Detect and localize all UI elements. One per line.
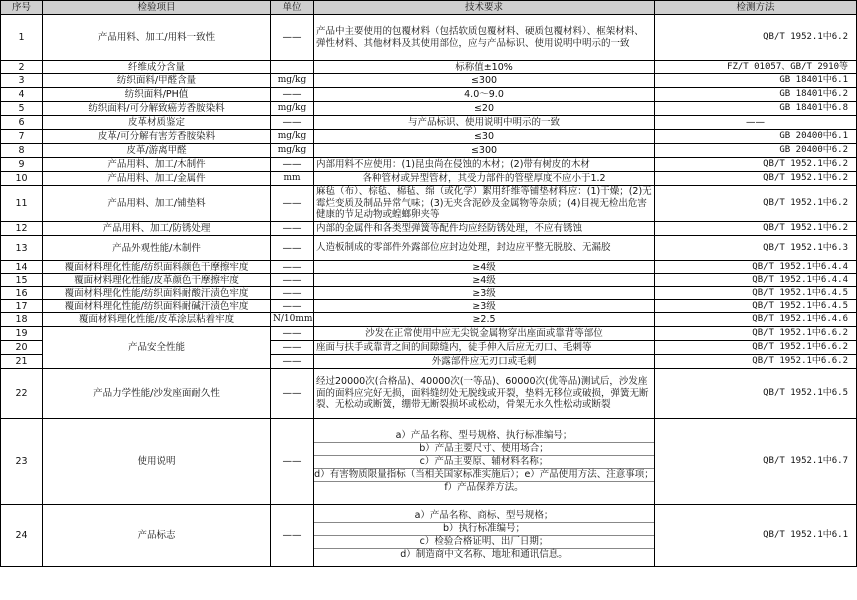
table-row [1,300,857,313]
row-item: 皮革/可分解有害芳香胺染料 [43,130,271,144]
row-unit: —— [271,369,314,419]
row-no: 3 [1,74,43,88]
row-method: QB/T 1952.1中6.2 [655,186,857,222]
row-no: 1 [1,15,43,61]
row-item: 产品力学性能/沙发座面耐久性 [43,369,271,419]
row-requirement: 内部的金属件和各类型弹簧等配件均应经防锈处理，不应有锈蚀 [314,222,655,236]
row-item: 产品用料、加工/金属件 [43,172,271,186]
row-unit: —— [271,287,314,300]
row-method: QB/T 1952.1中6.6.2 [655,341,857,355]
row-requirement: ≥2.5 [314,313,655,327]
table-row [1,130,857,144]
row-method: GB 20400中6.2 [655,144,857,158]
row-method: QB/T 1952.1中6.2 [655,172,857,186]
row-requirement: 4.0～9.0 [314,88,655,102]
row-item: 纺织面料/PH值 [43,88,271,102]
row-unit: —— [271,158,314,172]
requirement-line: a）产品名称、商标、型号规格； [314,510,654,523]
row-method: QB/T 1952.1中6.7 [655,419,857,505]
table-row [1,88,857,102]
requirement-line: f）产品保养方法。 [444,481,524,493]
row-no: 5 [1,102,43,116]
requirement-line: b）执行标准编号； [314,523,654,536]
row-no: 7 [1,130,43,144]
table-row [1,61,857,74]
row-unit: —— [271,327,314,341]
row-no: 6 [1,116,43,130]
row-item: 覆面材料理化性能/皮革涂层粘着牢度 [43,313,271,327]
row-unit: —— [271,15,314,61]
table-row [1,287,857,300]
row-requirement: 产品中主要使用的包覆材料（包括软质包覆材料、硬质包覆材料）、框架材料、弹性材料、其他材料及其使用部位，应与产品标识、使用说明中明示的一致 [314,15,655,61]
header-item: 检验项目 [43,1,271,15]
row-no: 12 [1,222,43,236]
row-method: QB/T 1952.1中6.5 [655,369,857,419]
row-requirement: 与产品标识、使用说明中明示的一致 [314,116,655,130]
row-unit: mg/kg [271,102,314,116]
row-no: 2 [1,61,43,74]
row-requirement: ≤20 [314,102,655,116]
row-method: GB 18401中6.2 [655,88,857,102]
table-row [1,327,857,341]
row-item: 覆面材料理化性能/纺织面料耐酸汗渍色牢度 [43,287,271,300]
row-item: 覆面材料理化性能/纺织面料耐碱汗渍色牢度 [43,300,271,313]
row-unit: —— [271,236,314,261]
row-item: 产品用料、加工/铺垫料 [43,186,271,222]
row-unit: —— [271,222,314,236]
row-no: 18 [1,313,43,327]
row-unit: —— [271,355,314,369]
row-requirement: ≤300 [314,144,655,158]
row-unit: mm [271,172,314,186]
row-requirement-list [314,419,655,505]
row-method: QB/T 1952.1中6.4.4 [655,261,857,274]
row-no: 19 [1,327,43,341]
row-requirement: ≥3级 [314,300,655,313]
row-item: 皮革材质鉴定 [43,116,271,130]
row-item: 产品安全性能 [43,327,271,369]
row-item: 纺织面料/可分解致癌芳香胺染料 [43,102,271,116]
row-no: 24 [1,505,43,567]
row-method: QB/T 1952.1中6.4.4 [655,274,857,287]
row-method: GB 18401中6.1 [655,74,857,88]
table-header-row [1,1,857,15]
row-requirement: ≥4级 [314,261,655,274]
row-requirement: 经过20000次(合格品)、40000次(一等品)、60000次(优等品)测试后，沙发座面的面料应完好无损，面料缝纫处无脱线或开裂，垫料无移位或破损，弹簧无断裂、无松动或断簧，绷带无断裂损坏或松动，骨架无永久性松动或断裂 [314,369,655,419]
table-row [1,369,857,419]
requirement-line: b）产品主要尺寸、使用场合； [314,443,654,456]
header-no: 序号 [1,1,43,15]
row-unit: mg/kg [271,74,314,88]
row-method: GB 18401中6.8 [655,102,857,116]
row-unit: —— [271,261,314,274]
header-requirement: 技术要求 [314,1,655,15]
table-row [1,102,857,116]
row-requirement: 标称值±10% [314,61,655,74]
row-item: 产品用料、加工/用料一致性 [43,15,271,61]
row-item: 纺织面料/甲醛含量 [43,74,271,88]
row-no: 9 [1,158,43,172]
row-no: 16 [1,287,43,300]
row-no: 13 [1,236,43,261]
requirement-line: d）制造商中文名称、地址和通讯信息。 [400,549,568,560]
table-row [1,158,857,172]
row-method: QB/T 1952.1中6.1 [655,505,857,567]
requirement-line: c）检验合格证明、出厂日期； [314,536,654,549]
table-row [1,505,857,567]
row-unit: mg/kg [271,144,314,158]
row-method: QB/T 1952.1中6.4.6 [655,313,857,327]
requirement-line: a）产品名称、型号规格、执行标准编号； [314,430,654,443]
row-requirement: ≥4级 [314,274,655,287]
row-method: QB/T 1952.1中6.3 [655,236,857,261]
row-requirement: 人造板制成的零部件外露部位应封边处理，封边应平整无脱胶、无漏胶 [314,236,655,261]
row-item: 覆面材料理化性能/皮革颜色干摩擦牢度 [43,274,271,287]
table-row [1,274,857,287]
row-item: 产品标志 [43,505,271,567]
table-row [1,419,857,505]
row-method: QB/T 1952.1中6.2 [655,158,857,172]
row-unit: —— [271,419,314,505]
row-no: 21 [1,355,43,369]
row-requirement: 麻毡（布）、棕毡、棉毡、绵（或化学）絮用纤维等铺垫材料应：(1)干燥；(2)无霉烂变质及制品异常气味；(3)无夹含泥砂及金属物等杂质；(4)目视无检出危害健康的节足动物或蝗螂卵夹等 [314,186,655,222]
row-method: QB/T 1952.1中6.4.5 [655,287,857,300]
row-item: 纤维成分含量 [43,61,271,74]
row-requirement: 沙发在正常使用中应无尖锐金属物穿出座面或靠背等部位 [314,327,655,341]
table-row [1,144,857,158]
row-no: 23 [1,419,43,505]
row-method: QB/T 1952.1中6.2 [655,15,857,61]
header-method: 检测方法 [655,1,857,15]
table-row [1,222,857,236]
row-unit [271,61,314,74]
table-row [1,261,857,274]
row-unit: —— [271,88,314,102]
row-item: 使用说明 [43,419,271,505]
row-requirement: ≤30 [314,130,655,144]
row-item: 产品用料、加工/木制件 [43,158,271,172]
row-requirement: ≤300 [314,74,655,88]
row-no: 14 [1,261,43,274]
table-row [1,74,857,88]
row-unit: —— [271,186,314,222]
row-unit: —— [271,116,314,130]
row-method: GB 20400中6.1 [655,130,857,144]
header-unit: 单位 [271,1,314,15]
row-method: QB/T 1952.1中6.6.2 [655,327,857,341]
row-no: 17 [1,300,43,313]
row-item: 产品用料、加工/防锈处理 [43,222,271,236]
row-requirement: 内部用料不应使用：(1)昆虫尚在侵蚀的木材；(2)带有树皮的木材 [314,158,655,172]
row-method: QB/T 1952.1中6.2 [655,222,857,236]
row-item: 覆面材料理化性能/纺织面料颜色干摩擦牢度 [43,261,271,274]
table-row [1,186,857,222]
row-requirement: ≥3级 [314,287,655,300]
row-no: 10 [1,172,43,186]
row-requirement: 座面与扶手或靠背之间的间隙缝内，徒手伸入后应无刃口、毛刺等 [314,341,655,355]
row-requirement-list [314,505,655,567]
row-unit: —— [271,300,314,313]
table-row [1,313,857,327]
row-unit: —— [271,274,314,287]
row-method: —— [655,116,857,130]
row-requirement: 外露部件应无刃口或毛刺 [314,355,655,369]
row-unit: —— [271,341,314,355]
row-method: QB/T 1952.1中6.6.2 [655,355,857,369]
requirement-line: c）产品主要原、辅材料名称； [314,456,654,469]
row-no: 15 [1,274,43,287]
row-item: 产品外观性能/木制件 [43,236,271,261]
row-no: 20 [1,341,43,355]
table-row [1,236,857,261]
row-no: 11 [1,186,43,222]
row-method: FZ/T 01057、GB/T 2910等 [655,61,857,74]
row-no: 8 [1,144,43,158]
row-unit: mg/kg [271,130,314,144]
row-item: 皮革/游离甲醛 [43,144,271,158]
table-row [1,172,857,186]
row-method: QB/T 1952.1中6.4.5 [655,300,857,313]
row-requirement: 各种管材或异型管材，其受力部件的管壁厚度不应小于1.2 [314,172,655,186]
row-no: 4 [1,88,43,102]
requirement-line: d）有害物质限量指标（当相关国家标准实施后）；e）产品使用方法、注意事项； [314,468,654,480]
table-row [1,116,857,130]
row-unit: —— [271,505,314,567]
row-unit: N/10mm [271,313,314,327]
row-no: 22 [1,369,43,419]
table-row [1,15,857,61]
